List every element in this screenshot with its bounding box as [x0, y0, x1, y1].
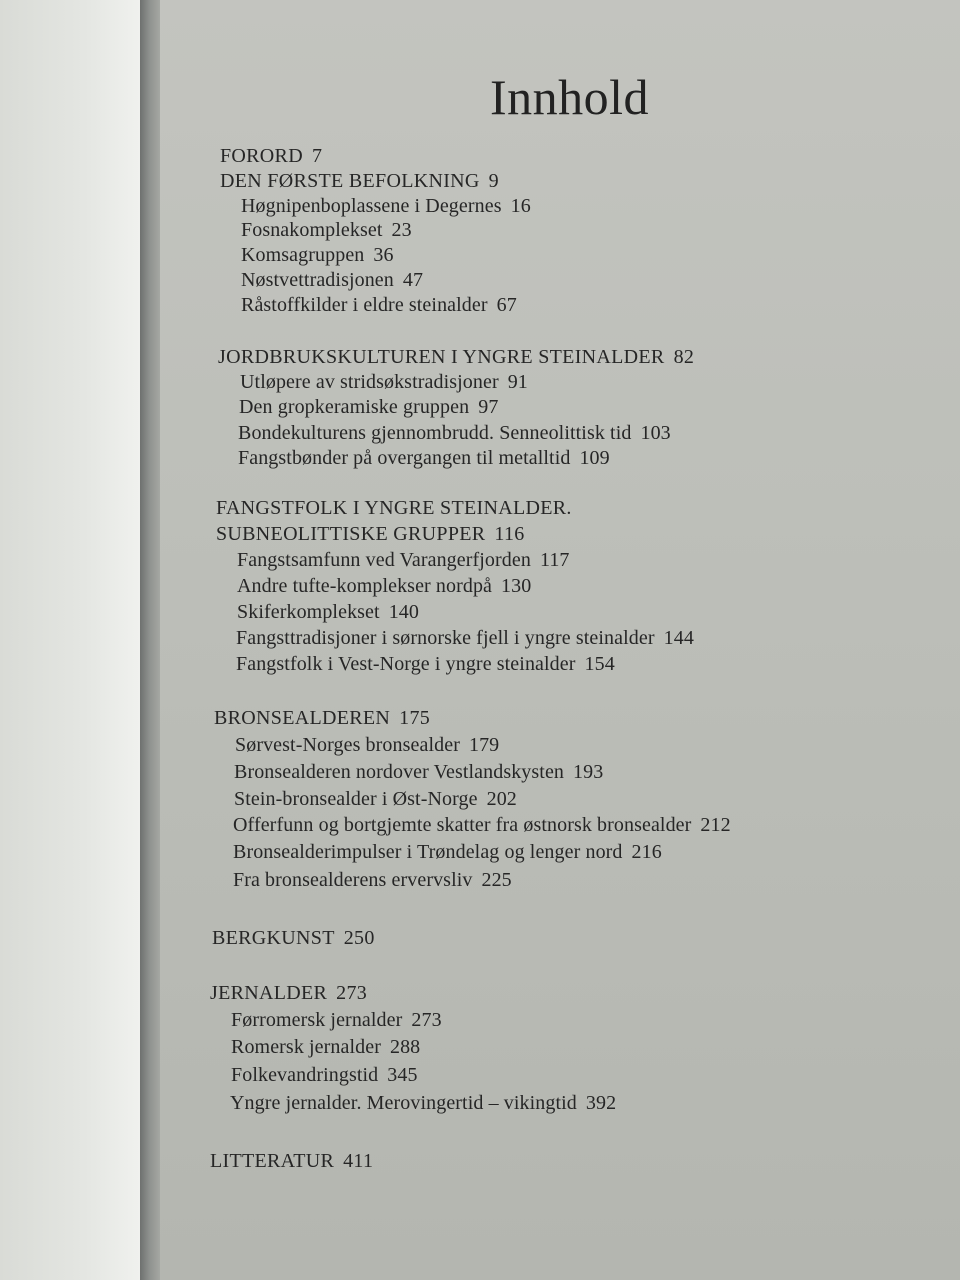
toc-page-number: 36	[373, 244, 394, 266]
toc-entry	[237, 574, 531, 598]
toc-page-number: 392	[585, 1092, 617, 1114]
toc-entry-title: Romersk jernalder	[231, 1036, 381, 1058]
toc-entry-title: SUBNEOLITTISKE GRUPPER	[216, 523, 486, 545]
toc-entry-title: Fangsttradisjoner i sørnorske fjell i yngre steinalder	[236, 627, 655, 649]
toc-page-number: 273	[336, 982, 368, 1004]
toc-page-number: 67	[496, 294, 517, 316]
toc-page-number: 216	[631, 841, 662, 863]
toc-page-number: 130	[501, 575, 532, 597]
toc-entry-title: Yngre jernalder. Merovingertid – vikingtid	[230, 1092, 577, 1114]
toc-entry-title: Komsagruppen	[241, 244, 365, 266]
toc-entry	[233, 813, 731, 837]
toc-page-number: 7	[311, 145, 323, 167]
toc-entry-title: Sørvest-Norges bronsealder	[235, 734, 460, 756]
toc-entry-title: BERGKUNST	[212, 927, 335, 949]
toc-entry-title: LITTERATUR	[210, 1150, 335, 1172]
toc-entry-title: Råstoffkilder i eldre steinalder	[241, 294, 488, 316]
toc-page-number: 91	[507, 371, 528, 393]
toc-section-heading	[220, 144, 322, 168]
toc-entry-title: FANGSTFOLK I YNGRE STEINALDER.	[216, 497, 572, 519]
toc-page-number: 250	[343, 927, 375, 949]
toc-section-heading	[210, 981, 367, 1005]
toc-entry-title: Offerfunn og bortgjemte skatter fra østnorsk bronsealder	[233, 814, 692, 836]
toc-page-number: 212	[700, 814, 731, 836]
toc-entry-title: Utløpere av stridsøkstradisjoner	[240, 371, 499, 393]
toc-entry	[241, 268, 423, 292]
toc-entry	[236, 626, 694, 650]
toc-entry-title: Fangstsamfunn ved Varangerfjorden	[237, 549, 531, 571]
toc-page-number: 97	[478, 396, 499, 418]
toc-entry	[235, 733, 499, 757]
toc-page-number: 23	[391, 219, 412, 241]
toc-entry-title: Den gropkeramiske gruppen	[239, 396, 470, 418]
toc-page-number: 9	[488, 170, 499, 192]
toc-entry	[237, 548, 570, 572]
toc-page-number: 345	[387, 1064, 418, 1086]
toc-entry-title: Bronsealderen nordover Vestlandskysten	[234, 761, 565, 783]
toc-page-number: 202	[486, 788, 517, 810]
toc-entry-title: Stein-bronsealder i Øst-Norge	[234, 788, 478, 810]
toc-entry	[238, 421, 671, 445]
toc-entry	[234, 760, 603, 784]
page-title: Innhold	[490, 69, 650, 125]
toc-entry-title: Folkevandringstid	[231, 1064, 379, 1086]
toc-entry	[231, 1008, 442, 1032]
toc-page-number: 154	[584, 653, 615, 675]
toc-page-number: 117	[539, 549, 570, 571]
toc-section-heading	[216, 496, 572, 520]
toc-page-number: 140	[388, 601, 419, 623]
toc-entry-title: Bronsealderimpulser i Trøndelag og lenger nord	[233, 841, 623, 863]
toc-entry-title: Fra bronsealderens ervervsliv	[233, 869, 473, 891]
toc-page-number: 411	[343, 1150, 374, 1172]
toc-entry-title: Andre tufte-komplekser nordpå	[237, 575, 493, 597]
toc-entry	[240, 370, 528, 394]
toc-page-number: 225	[481, 869, 512, 891]
toc-page-number: 47	[402, 269, 424, 291]
toc-entry-title: DEN FØRSTE BEFOLKNING	[220, 170, 480, 192]
toc-page-number: 179	[468, 734, 500, 756]
toc-section-heading	[220, 169, 499, 193]
toc-page-number: 16	[510, 195, 531, 217]
toc-page-number: 103	[640, 422, 671, 444]
toc-section-heading	[216, 522, 525, 546]
toc-entry-title: FORORD	[220, 145, 303, 167]
toc-entry-title: Fangstbønder på overgangen til metalltid	[238, 447, 571, 469]
toc-entry	[231, 1063, 418, 1087]
toc-entry-title: JORDBRUKSKULTUREN I YNGRE STEINALDER	[218, 346, 665, 368]
toc-page-number: 175	[399, 707, 431, 729]
toc-entry-title: JERNALDER	[210, 982, 328, 1004]
toc-entry	[230, 1091, 616, 1115]
toc-entry-title: Høgnipenboplassene i Degernes	[241, 195, 502, 217]
toc-entry	[233, 840, 662, 864]
toc-page-number: 193	[573, 761, 604, 783]
toc-entry	[241, 293, 517, 317]
toc-entry-title: Nøstvettradisjonen	[241, 269, 394, 291]
toc-entry	[241, 218, 412, 242]
toc-page-number: 109	[579, 447, 610, 469]
toc-entry	[236, 652, 615, 676]
toc-page-number: 116	[494, 523, 525, 545]
toc-section-heading	[218, 345, 694, 369]
toc-page-number: 82	[673, 346, 695, 368]
toc-entry	[234, 787, 517, 811]
toc-entry	[237, 600, 419, 624]
toc-entry-title: Fangstfolk i Vest-Norge i yngre steinalder	[236, 653, 576, 675]
toc-entry-title: Fosnakomplekset	[241, 219, 383, 241]
toc-entry	[239, 395, 498, 419]
toc-entry-title: Førromersk jernalder	[231, 1009, 403, 1031]
toc-page-number: 273	[411, 1009, 442, 1031]
toc-entry-title: Skiferkomplekset	[237, 601, 380, 623]
toc-entry	[241, 243, 394, 267]
toc-entry	[233, 868, 512, 892]
toc-entry-title: BRONSEALDEREN	[214, 707, 391, 729]
toc-entry-title: Bondekulturens gjennombrudd. Senneolittisk tid	[238, 422, 632, 444]
toc-section-heading	[210, 1149, 373, 1173]
toc-entry	[241, 194, 531, 218]
toc-page-number: 144	[663, 627, 694, 649]
toc-section-heading	[214, 706, 430, 730]
toc-entry	[231, 1035, 420, 1059]
toc-page-number: 288	[389, 1036, 421, 1058]
toc-entry	[238, 446, 610, 470]
toc-section-heading	[212, 926, 375, 950]
